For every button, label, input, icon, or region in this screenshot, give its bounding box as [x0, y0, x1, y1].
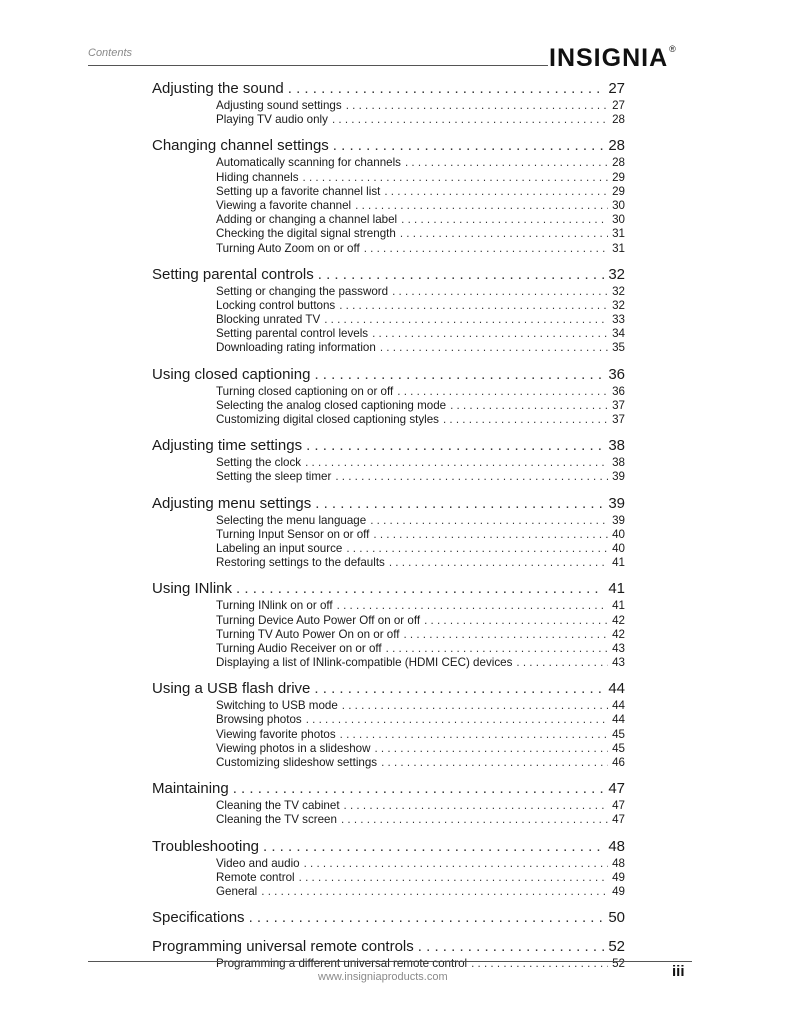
- toc-subentry-title: Playing TV audio only: [216, 113, 328, 127]
- toc-subentry[interactable]: [152, 299, 625, 313]
- toc-chapter-entry-title: Using a USB flash drive: [152, 680, 311, 698]
- toc-chapter-entry-page-number: 47: [608, 780, 625, 798]
- toc-subentry[interactable]: [152, 514, 625, 528]
- dot-leader: [249, 908, 605, 928]
- toc-chapter-entry-title: Maintaining: [152, 780, 229, 798]
- dot-leader: [418, 937, 605, 957]
- dot-leader: [516, 656, 608, 670]
- toc-subentry[interactable]: [152, 957, 625, 971]
- toc-section: [152, 679, 625, 770]
- toc-subentry-title: Viewing favorite photos: [216, 727, 336, 741]
- dot-leader: [346, 542, 608, 556]
- footer-website-url: www.insigniaproducts.com: [318, 971, 448, 983]
- toc-chapter-entry-title: Setting parental controls: [152, 265, 314, 283]
- toc-subentry-page-number: 37: [612, 413, 625, 426]
- toc-subentry-page-number: 27: [612, 99, 625, 112]
- toc-subentry-title: Restoring settings to the defaults: [216, 556, 385, 570]
- dot-leader: [339, 299, 608, 313]
- dot-leader: [236, 579, 604, 599]
- toc-subentry-title: Setting the sleep timer: [216, 470, 332, 484]
- dot-leader: [424, 614, 608, 628]
- toc-subentry[interactable]: [152, 599, 625, 613]
- toc-subentry-page-number: 41: [612, 556, 625, 570]
- dot-leader: [288, 79, 605, 99]
- toc-subentry-page-number: 49: [612, 884, 625, 898]
- toc-subentry-title: Selecting the analog closed captioning mode: [216, 398, 447, 412]
- toc-chapter-entry[interactable]: [152, 365, 625, 385]
- toc-subentry[interactable]: [152, 713, 625, 727]
- toc-subentry[interactable]: [152, 341, 625, 355]
- dot-leader: [337, 599, 608, 613]
- toc-subentry[interactable]: [152, 156, 625, 170]
- toc-subentry-page-number: 42: [612, 613, 625, 627]
- toc-subentry[interactable]: [152, 171, 625, 185]
- toc-subentry[interactable]: [152, 327, 625, 341]
- toc-chapter-entry[interactable]: [152, 265, 625, 285]
- toc-subentry[interactable]: [152, 799, 625, 813]
- toc-subentry[interactable]: [152, 699, 625, 713]
- toc-section: [152, 937, 625, 971]
- toc-section: [152, 908, 625, 928]
- toc-chapter-entry-title: Adjusting time settings: [152, 437, 303, 455]
- toc-section: [152, 579, 625, 670]
- toc-chapter-entry-page-number: 48: [608, 837, 625, 855]
- toc-subentry-page-number: 36: [612, 384, 625, 398]
- dot-leader: [405, 156, 608, 170]
- toc-chapter-entry-page-number: 39: [608, 494, 625, 512]
- toc-subentry-title: Automatically scanning for channels: [216, 156, 401, 170]
- dot-leader: [471, 957, 608, 971]
- toc-subentry-title: Downloading rating information: [216, 341, 376, 355]
- toc-subentry-title: Adjusting sound settings: [216, 99, 342, 112]
- toc-subentry-title: Turning Auto Zoom on or off: [216, 241, 360, 255]
- toc-subentry-page-number: 31: [612, 227, 625, 241]
- toc-section: [152, 365, 625, 428]
- toc-chapter-entry[interactable]: [152, 779, 625, 799]
- toc-subentry[interactable]: [152, 556, 625, 570]
- toc-subentry[interactable]: [152, 470, 625, 484]
- toc-subentry[interactable]: [152, 656, 625, 670]
- toc-subentry-page-number: 39: [612, 513, 625, 527]
- toc-subentry[interactable]: [152, 285, 625, 299]
- toc-chapter-entry-page-number: 52: [608, 938, 625, 956]
- toc-chapter-entry-title: Specifications: [152, 909, 245, 927]
- toc-chapter-entry-page-number: 41: [608, 580, 625, 598]
- toc-subentry[interactable]: [152, 227, 625, 241]
- toc-subentry[interactable]: [152, 857, 625, 871]
- dot-leader: [340, 728, 608, 742]
- toc-subentry[interactable]: [152, 199, 625, 213]
- toc-subentry-title: Setting parental control levels: [216, 327, 369, 341]
- toc-chapter-entry-title: Adjusting menu settings: [152, 494, 312, 512]
- toc-subentry[interactable]: [152, 185, 625, 199]
- toc-subentry-title: Browsing photos: [216, 713, 302, 727]
- registered-mark: ®: [669, 44, 677, 54]
- toc-chapter-entry[interactable]: [152, 837, 625, 857]
- toc-subentry-page-number: 43: [612, 656, 625, 670]
- dot-leader: [386, 642, 608, 656]
- toc-chapter-entry[interactable]: [152, 79, 625, 99]
- toc-subentry-page-number: 35: [612, 341, 625, 355]
- toc-subentry-page-number: 34: [612, 327, 625, 341]
- toc-subentry-title: Viewing photos in a slideshow: [216, 741, 371, 755]
- toc-chapter-entry-page-number: 32: [608, 265, 625, 283]
- toc-chapter-entry[interactable]: [152, 937, 625, 957]
- toc-section: [152, 136, 625, 255]
- toc-subentry[interactable]: [152, 99, 625, 113]
- toc-subentry-page-number: 46: [612, 756, 625, 769]
- dot-leader: [380, 341, 608, 355]
- dot-leader: [306, 713, 608, 727]
- toc-subentry-title: Remote control: [216, 870, 295, 884]
- toc-chapter-entry[interactable]: [152, 494, 625, 514]
- dot-leader: [355, 199, 608, 213]
- toc-subentry-page-number: 48: [612, 856, 625, 870]
- toc-subentry-title: Selecting the menu language: [216, 513, 367, 527]
- toc-chapter-entry-title: Using INlink: [152, 580, 233, 598]
- toc-subentry[interactable]: [152, 756, 625, 770]
- toc-subentry-page-number: 38: [612, 456, 625, 470]
- toc-subentry-title: Turning closed captioning on or off: [216, 384, 394, 398]
- toc-subentry-page-number: 41: [612, 599, 625, 613]
- dot-leader: [303, 171, 609, 185]
- toc-chapter-entry-title: Troubleshooting: [152, 837, 260, 855]
- dot-leader: [346, 99, 608, 113]
- toc-subentry[interactable]: [152, 113, 625, 127]
- toc-subentry-title: Viewing a favorite channel: [216, 198, 352, 212]
- toc-subentry[interactable]: [152, 413, 625, 427]
- toc-subentry-page-number: 30: [612, 198, 625, 212]
- toc-subentry[interactable]: [152, 313, 625, 327]
- dot-leader: [305, 456, 608, 470]
- toc-chapter-entry-page-number: 27: [608, 80, 625, 97]
- dot-leader: [364, 242, 608, 256]
- toc-subentry-title: Locking control buttons: [216, 298, 336, 312]
- toc-subentry-title: Programming a different universal remote control: [216, 957, 468, 971]
- toc-subentry[interactable]: [152, 885, 625, 899]
- toc-subentry-page-number: 29: [612, 170, 625, 184]
- dot-leader: [306, 436, 604, 456]
- footer-rule: [88, 961, 692, 962]
- toc-subentry-title: General: [216, 884, 258, 898]
- dot-leader: [315, 494, 604, 514]
- dot-leader: [397, 385, 608, 399]
- toc-subentry-title: Adding or changing a channel label: [216, 213, 398, 227]
- toc-chapter-entry[interactable]: [152, 679, 625, 699]
- toc-subentry-page-number: 43: [612, 641, 625, 655]
- toc-chapter-entry-page-number: 44: [608, 680, 625, 698]
- toc-subentry[interactable]: [152, 642, 625, 656]
- toc-chapter-entry-page-number: 36: [608, 365, 625, 383]
- toc-subentry-title: Setting up a favorite channel list: [216, 184, 381, 198]
- toc-subentry[interactable]: [152, 542, 625, 556]
- dot-leader: [392, 285, 608, 299]
- dot-leader: [261, 885, 608, 899]
- toc-subentry[interactable]: [152, 628, 625, 642]
- toc-subentry-page-number: 29: [612, 184, 625, 198]
- toc-subentry-title: Checking the digital signal strength: [216, 227, 396, 241]
- toc-subentry[interactable]: [152, 614, 625, 628]
- toc-subentry-page-number: 47: [612, 799, 625, 813]
- toc-section: [152, 837, 625, 900]
- toc-subentry[interactable]: [152, 528, 625, 542]
- toc-subentry-title: Customizing digital closed captioning styles: [216, 413, 439, 426]
- toc-subentry-page-number: 39: [612, 470, 625, 484]
- toc-subentry-title: Video and audio: [216, 856, 300, 870]
- toc-section: [152, 779, 625, 827]
- toc-subentry-title: Cleaning the TV screen: [216, 813, 337, 827]
- footer-page-number: iii: [672, 963, 685, 980]
- dot-leader: [304, 857, 608, 871]
- toc-subentry-title: Labeling an input source: [216, 541, 343, 555]
- brand-logo: [549, 44, 677, 73]
- toc-subentry-page-number: 32: [612, 284, 625, 298]
- toc-subentry[interactable]: [152, 385, 625, 399]
- dot-leader: [384, 185, 608, 199]
- toc-subentry-title: Turning Device Auto Power Off on or off: [216, 613, 421, 627]
- toc-subentry-title: Blocking unrated TV: [216, 313, 321, 327]
- toc-subentry[interactable]: [152, 213, 625, 227]
- dot-leader: [314, 679, 604, 699]
- toc-subentry[interactable]: [152, 813, 625, 827]
- toc-chapter-entry-title: Using closed captioning: [152, 365, 311, 383]
- toc-subentry-title: Turning INlink on or off: [216, 599, 333, 613]
- dot-leader: [333, 136, 605, 156]
- toc-subentry-page-number: 31: [612, 241, 625, 255]
- header-rule: [88, 65, 548, 66]
- dot-leader: [335, 470, 608, 484]
- toc-subentry-page-number: 45: [612, 741, 625, 755]
- dot-leader: [332, 113, 608, 127]
- toc-subentry-page-number: 42: [612, 627, 625, 641]
- dot-leader: [403, 628, 608, 642]
- dot-leader: [401, 213, 608, 227]
- toc-subentry-page-number: 47: [612, 813, 625, 827]
- toc-subentry-page-number: 52: [612, 957, 625, 971]
- toc-subentry-page-number: 45: [612, 727, 625, 741]
- dot-leader: [233, 779, 605, 799]
- toc-subentry-page-number: 32: [612, 298, 625, 312]
- toc-section: [152, 494, 625, 571]
- toc-subentry-title: Turning TV Auto Power On on or off: [216, 627, 400, 641]
- toc-chapter-entry-page-number: 28: [608, 137, 625, 155]
- toc-section: [152, 436, 625, 484]
- toc-subentry-page-number: 44: [612, 699, 625, 713]
- toc-subentry-title: Cleaning the TV cabinet: [216, 799, 340, 813]
- toc-subentry-title: Turning Input Sensor on or off: [216, 527, 370, 541]
- toc-subentry[interactable]: [152, 399, 625, 413]
- header-section-label: Contents: [88, 47, 133, 59]
- dot-leader: [400, 227, 608, 241]
- dot-leader: [450, 399, 608, 413]
- dot-leader: [341, 813, 608, 827]
- brand-logo-text: INSIGNIA: [549, 44, 669, 72]
- dot-leader: [389, 556, 608, 570]
- toc-section: [152, 265, 625, 356]
- dot-leader: [324, 313, 608, 327]
- dot-leader: [381, 756, 608, 770]
- dot-leader: [342, 699, 608, 713]
- toc-chapter-entry-title: Adjusting the sound: [152, 80, 284, 97]
- toc-chapter-entry[interactable]: [152, 136, 625, 156]
- toc-section: [152, 79, 625, 127]
- toc-chapter-entry-title: Changing channel settings: [152, 137, 329, 155]
- toc-chapter-entry-title: Programming universal remote controls: [152, 938, 414, 956]
- toc-subentry[interactable]: [152, 456, 625, 470]
- dot-leader: [314, 365, 604, 385]
- toc-subentry-page-number: 40: [612, 541, 625, 555]
- toc-subentry-page-number: 33: [612, 313, 625, 327]
- dot-leader: [443, 413, 608, 427]
- dot-leader: [370, 514, 608, 528]
- toc-subentry-title: Hiding channels: [216, 170, 299, 184]
- toc-subentry-page-number: 30: [612, 213, 625, 227]
- dot-leader: [373, 528, 608, 542]
- toc-subentry-page-number: 28: [612, 113, 625, 127]
- dot-leader: [318, 265, 605, 285]
- toc-subentry-page-number: 28: [612, 156, 625, 170]
- toc-subentry-title: Customizing slideshow settings: [216, 756, 378, 769]
- toc-subentry-page-number: 40: [612, 527, 625, 541]
- toc-chapter-entry-page-number: 50: [608, 909, 625, 927]
- toc-subentry-page-number: 44: [612, 713, 625, 727]
- dot-leader: [374, 742, 608, 756]
- toc-subentry-title: Displaying a list of INlink-compatible (HDMI CEC) devices: [216, 656, 513, 670]
- toc-subentry-page-number: 37: [612, 398, 625, 412]
- toc-subentry-page-number: 49: [612, 870, 625, 884]
- toc-subentry[interactable]: [152, 742, 625, 756]
- toc-subentry-title: Switching to USB mode: [216, 699, 338, 713]
- toc-subentry-title: Turning Audio Receiver on or off: [216, 641, 382, 655]
- dot-leader: [263, 837, 604, 857]
- toc-chapter-entry[interactable]: [152, 908, 625, 928]
- toc-chapter-entry[interactable]: [152, 436, 625, 456]
- dot-leader: [299, 871, 608, 885]
- toc-subentry[interactable]: [152, 728, 625, 742]
- toc-subentry[interactable]: [152, 871, 625, 885]
- toc-subentry-title: Setting the clock: [216, 456, 302, 470]
- toc-chapter-entry-page-number: 38: [608, 437, 625, 455]
- toc-subentry[interactable]: [152, 242, 625, 256]
- table-of-contents: [152, 79, 625, 971]
- toc-chapter-entry[interactable]: [152, 579, 625, 599]
- dot-leader: [372, 327, 608, 341]
- toc-subentry-title: Setting or changing the password: [216, 284, 389, 298]
- dot-leader: [344, 799, 609, 813]
